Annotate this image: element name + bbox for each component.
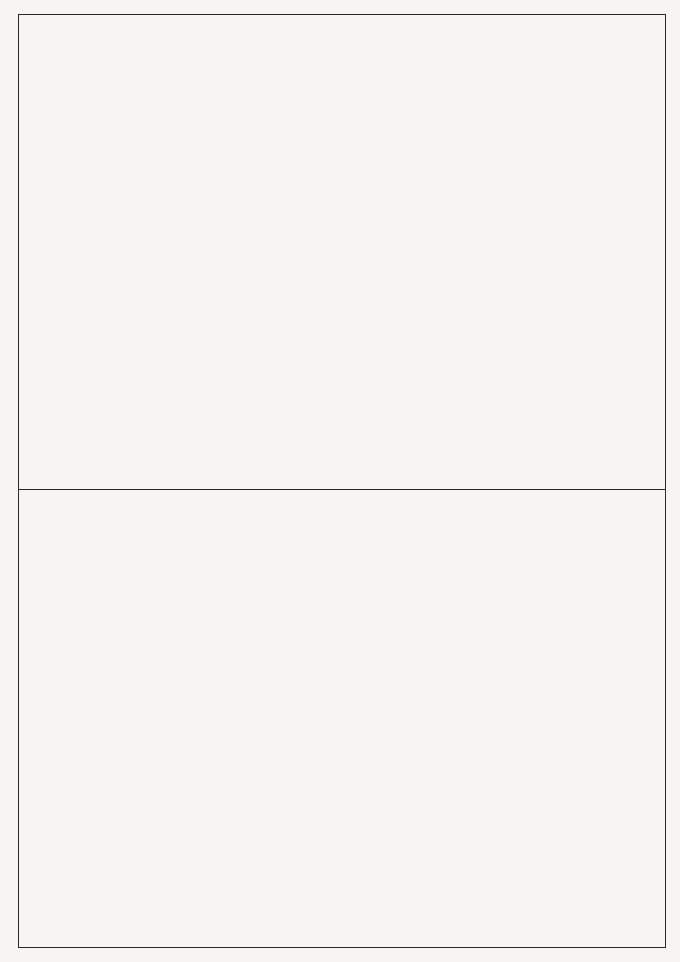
section-divider xyxy=(19,489,665,490)
document-page xyxy=(18,14,666,948)
bottom-section xyxy=(29,499,655,939)
top-section xyxy=(29,23,655,481)
